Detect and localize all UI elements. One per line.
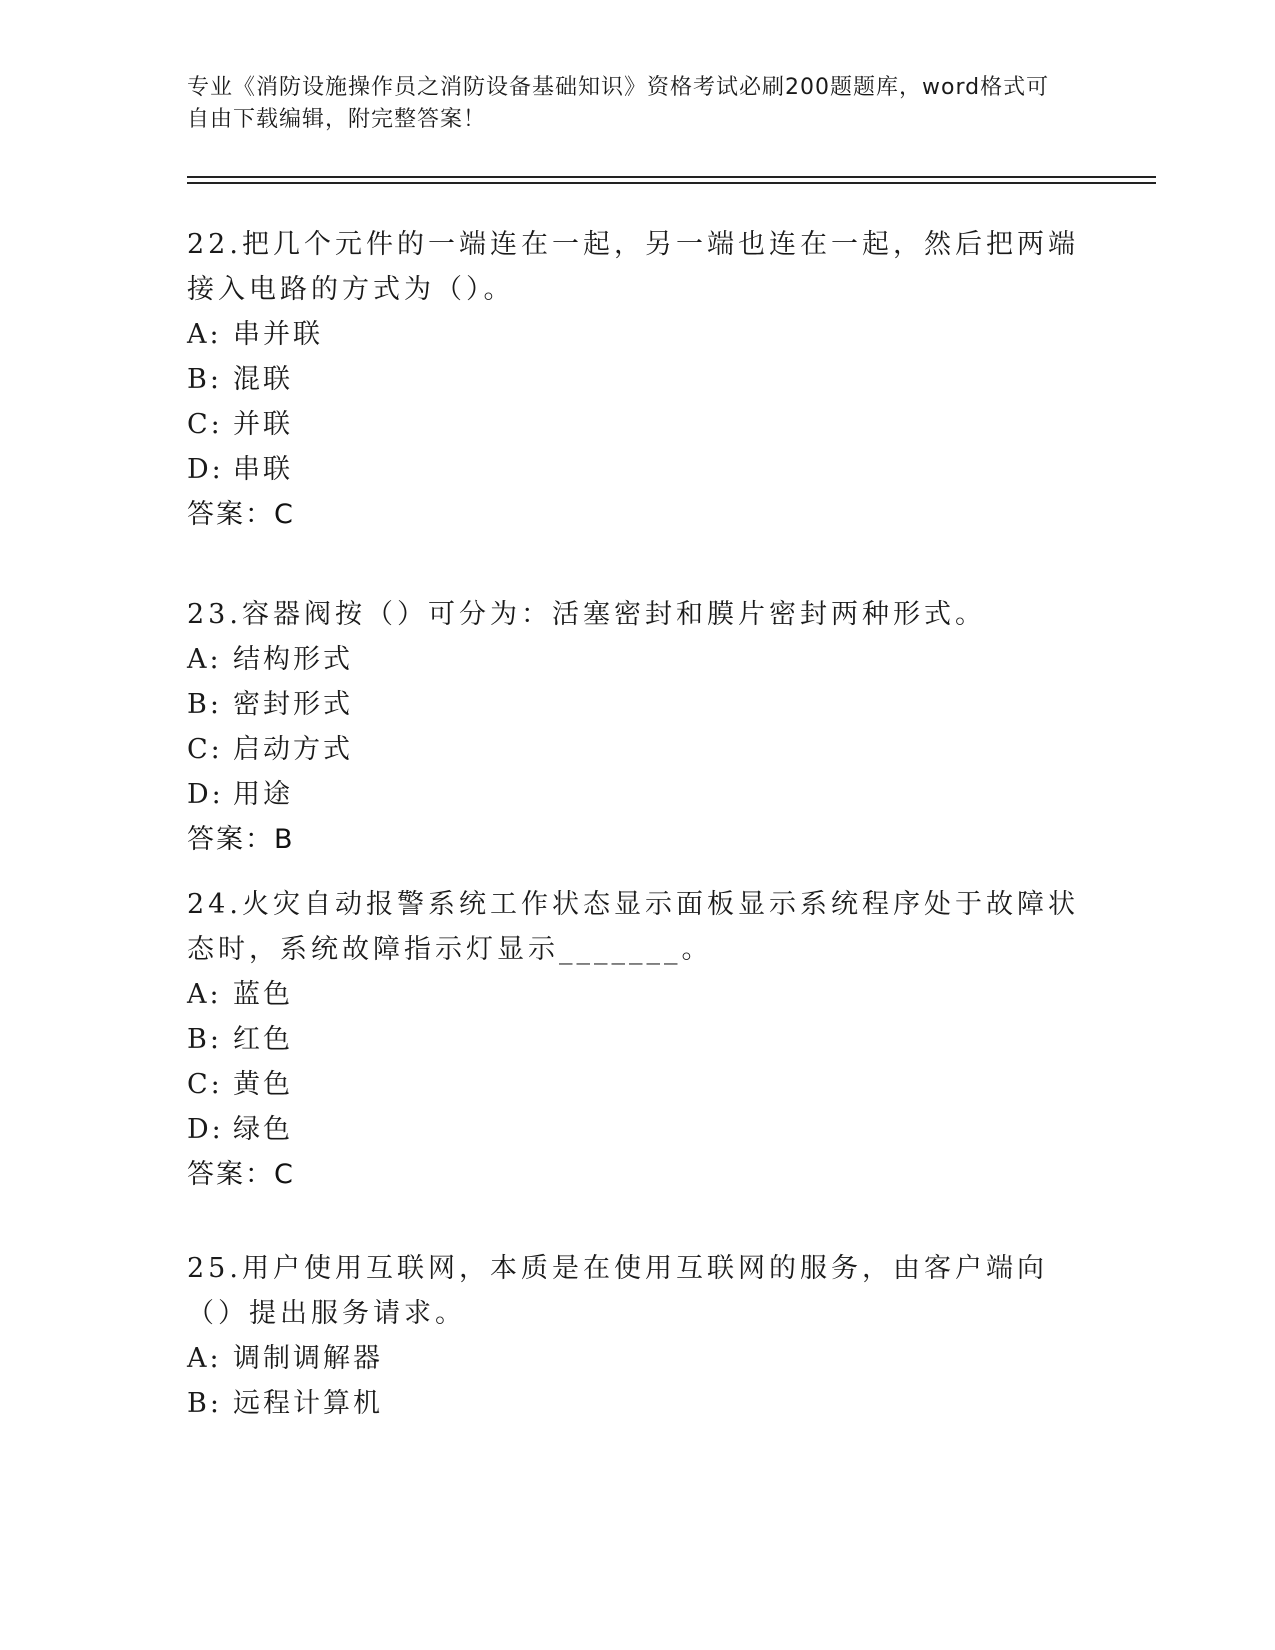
option-c <box>187 727 1087 772</box>
question-stem: 24.火灾自动报警系统工作状态显示面板显示系统程序处于故障状态时，系统故障指示灯显示_______。 <box>187 889 1079 965</box>
option-letter: C: <box>187 1069 223 1100</box>
option-text: 用途 <box>233 779 293 810</box>
option-text: 调制调解器 <box>233 1343 383 1374</box>
option-text: 串并联 <box>233 319 323 350</box>
question-25 <box>187 1246 1087 1426</box>
option-letter: A: <box>187 1343 222 1374</box>
option-text: 密封形式 <box>233 689 353 720</box>
option-text: 黄色 <box>233 1069 293 1100</box>
option-text: 启动方式 <box>233 734 353 765</box>
answer-line: 答案：C <box>187 1159 295 1190</box>
option-b <box>187 1017 1087 1062</box>
option-d <box>187 447 1087 492</box>
option-text: 绿色 <box>233 1114 293 1145</box>
option-letter: C: <box>187 409 223 440</box>
answer-line: 答案：B <box>187 824 295 855</box>
document-header: 专业《消防设施操作员之消防设备基础知识》资格考试必刷200题题库，word格式可自由下载编辑，附完整答案！ <box>187 75 1050 132</box>
option-letter: B: <box>187 689 222 720</box>
option-c <box>187 1062 1087 1107</box>
question-stem: 25.用户使用互联网，本质是在使用互联网的服务，由客户端向（）提出服务请求。 <box>187 1253 1048 1329</box>
question-24 <box>187 882 1087 1197</box>
header-divider-top <box>187 176 1156 178</box>
question-23 <box>187 592 1087 862</box>
option-letter: D: <box>187 454 224 485</box>
option-b <box>187 1381 1087 1426</box>
option-letter: B: <box>187 364 222 395</box>
answer-line: 答案：C <box>187 499 295 530</box>
option-text: 结构形式 <box>233 644 353 675</box>
option-b <box>187 357 1087 402</box>
question-stem: 22.把几个元件的一端连在一起，另一端也连在一起，然后把两端接入电路的方式为（）。 <box>187 229 1079 305</box>
option-a <box>187 312 1087 357</box>
question-stem: 23.容器阀按（）可分为：活塞密封和膜片密封两种形式。 <box>187 599 986 630</box>
option-letter: D: <box>187 1114 224 1145</box>
option-letter: C: <box>187 734 223 765</box>
option-a <box>187 637 1087 682</box>
option-a <box>187 1336 1087 1381</box>
option-letter: B: <box>187 1388 222 1419</box>
option-c <box>187 402 1087 447</box>
option-letter: A: <box>187 979 222 1010</box>
option-b <box>187 682 1087 727</box>
option-text: 红色 <box>233 1024 293 1055</box>
option-text: 混联 <box>233 364 293 395</box>
option-text: 远程计算机 <box>233 1388 383 1419</box>
option-letter: B: <box>187 1024 222 1055</box>
option-text: 串联 <box>233 454 293 485</box>
option-a <box>187 972 1087 1017</box>
option-letter: A: <box>187 319 222 350</box>
option-text: 蓝色 <box>233 979 293 1010</box>
option-d <box>187 772 1087 817</box>
option-letter: A: <box>187 644 222 675</box>
question-22 <box>187 222 1087 537</box>
header-divider-bottom <box>187 182 1156 184</box>
option-letter: D: <box>187 779 224 810</box>
option-text: 并联 <box>233 409 293 440</box>
option-d <box>187 1107 1087 1152</box>
